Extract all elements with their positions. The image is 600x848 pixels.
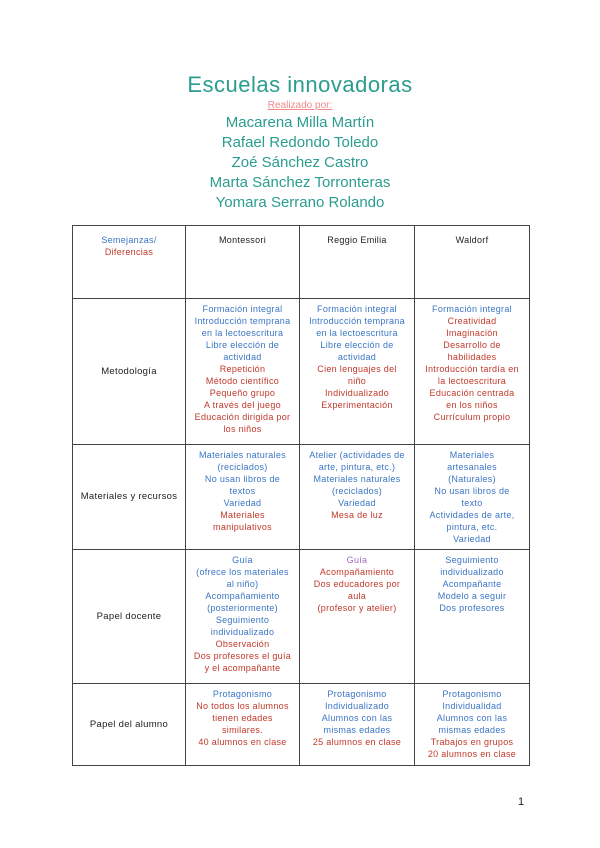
cell-text-line: Experimentación	[321, 400, 393, 410]
table-row	[73, 299, 530, 445]
corner-label-top: Semejanzas/	[101, 235, 157, 245]
row-header-papel-docente: Papel docente	[73, 550, 186, 684]
cell-text-line: Alumnos con las	[321, 713, 393, 723]
cell-text-line: similares.	[221, 725, 263, 735]
cell-text-line: Individualizado	[324, 388, 390, 398]
table-row	[73, 550, 530, 684]
cell-text-line: Formación integral	[432, 304, 512, 314]
cell-text-line: A través del juego	[204, 400, 281, 410]
table-cell	[186, 684, 300, 766]
table-cell	[415, 445, 530, 550]
cell-text-line: Acompañante	[442, 579, 502, 589]
cell-text-line: Protagonismo	[442, 689, 502, 699]
author-name: Yomara Serrano Rolando	[215, 194, 385, 211]
cell-text-line: Modelo a seguir	[437, 591, 507, 601]
comparison-table	[72, 225, 530, 766]
corner-label-bottom: Diferencias	[104, 247, 154, 257]
author-name: Macarena Milla Martín	[225, 114, 375, 131]
cell-text-line: Acompañamiento	[205, 591, 280, 601]
cell-text-line: Repetición	[219, 364, 266, 374]
cell-text-line: manipulativos	[213, 522, 272, 532]
cell-text-line: Introducción temprana	[194, 316, 291, 326]
corner-header-cell	[73, 226, 186, 299]
cell-text-line: Materiales	[220, 510, 265, 520]
cell-text-line: Actividades de arte,	[429, 510, 515, 520]
author-name: Zoé Sánchez Castro	[231, 154, 369, 171]
cell-text-line: mismas edades	[438, 725, 506, 735]
cell-text-line: Seguimiento	[445, 555, 499, 565]
cell-text-line: individualizado	[440, 567, 504, 577]
cell-text-line: individualizado	[210, 627, 275, 637]
cell-text-line: Protagonismo	[212, 689, 273, 699]
cell-text-line: mismas edades	[323, 725, 391, 735]
cell-text-line: textos	[229, 486, 256, 496]
cell-text-line: Protagonismo	[327, 689, 387, 699]
column-header-waldorf: Waldorf	[415, 226, 530, 299]
cell-text-line: Variedad	[223, 498, 262, 508]
row-header-papel-alumno: Papel del alumno	[73, 684, 186, 766]
column-header-reggio-emilia: Reggio Emilia	[300, 226, 415, 299]
table-cell	[415, 550, 530, 684]
table-header-row	[73, 226, 530, 299]
cell-text-line: Materiales naturales	[198, 450, 287, 460]
cell-text-line: Currículum propio	[433, 412, 511, 422]
cell-text-line: niño	[347, 376, 367, 386]
cell-text-line: (reciclados)	[217, 462, 268, 472]
cell-text-line: (ofrece los materiales	[196, 567, 289, 577]
table-cell	[300, 550, 415, 684]
table-cell	[186, 299, 300, 445]
cell-text-line: (Naturales)	[448, 474, 496, 484]
document-title: Escuelas innovadoras	[187, 72, 413, 97]
table-row	[73, 684, 530, 766]
cell-text-line: Creatividad	[447, 316, 497, 326]
cell-text-line: No usan libros de	[204, 474, 281, 484]
cell-text-line: Cien lenguajes del	[317, 364, 397, 374]
cell-text-line: Atelier (actividades de	[309, 450, 405, 460]
cell-text-line: No todos los alumnos	[196, 701, 289, 711]
column-header-montessori: Montessori	[186, 226, 300, 299]
cell-text-line: actividad	[337, 352, 377, 362]
table-cell	[186, 550, 300, 684]
cell-text-line: Materiales	[449, 450, 495, 460]
cell-text-line: Formación integral	[317, 304, 397, 314]
table-cell	[300, 445, 415, 550]
author-list	[0, 113, 600, 213]
cell-text-line: Variedad	[338, 498, 376, 508]
cell-text-line: Imaginación	[446, 328, 498, 338]
cell-text-line: Mesa de luz	[331, 510, 383, 520]
cell-text-line: Introducción temprana	[309, 316, 405, 326]
cell-text-line: la lectoescritura	[437, 376, 507, 386]
cell-text-line: Método científico	[205, 376, 280, 386]
cell-text-line: Seguimiento	[215, 615, 270, 625]
cell-text-line: en los niños	[446, 400, 498, 410]
cell-text-line: Libre elección de	[320, 340, 394, 350]
subtitle: Realizado por:	[267, 100, 333, 111]
table-cell	[415, 684, 530, 766]
cell-text-line: aula	[347, 591, 367, 601]
cell-text-line: Observación	[215, 639, 270, 649]
cell-text-line: tienen edades	[212, 713, 273, 723]
row-header-metodologia: Metodología	[73, 299, 186, 445]
cell-text-line: (reciclados)	[331, 486, 383, 496]
cell-text-line: texto	[461, 498, 483, 508]
cell-text-line: en la lectoescritura	[316, 328, 398, 338]
cell-text-line: Dos educadores por	[313, 579, 401, 589]
cell-text-line: Guía	[346, 555, 368, 565]
cell-text-line: Dos profesores el guía	[193, 651, 292, 661]
table-cell	[300, 299, 415, 445]
cell-text-line: Acompañamiento	[319, 567, 395, 577]
cell-text-line: al niño)	[226, 579, 259, 589]
cell-text-line: los niños	[223, 424, 262, 434]
cell-text-line: Trabajos en grupos	[430, 737, 514, 747]
cell-text-line: 25 alumnos en clase	[312, 737, 402, 747]
cell-text-line: artesanales	[447, 462, 497, 472]
cell-text-line: Libre elección de	[205, 340, 280, 350]
cell-text-line: Educación centrada	[429, 388, 515, 398]
table-row	[73, 445, 530, 550]
table-cell	[186, 445, 300, 550]
table-cell	[300, 684, 415, 766]
page-number: 1	[518, 796, 525, 808]
cell-text-line: y el acompañante	[204, 663, 281, 673]
cell-text-line: No usan libros de	[434, 486, 510, 496]
cell-text-line: (posteriormente)	[207, 603, 278, 613]
cell-text-line: Formación integral	[202, 304, 283, 314]
author-name: Marta Sánchez Torronteras	[209, 174, 391, 191]
cell-text-line: Guía	[232, 555, 253, 565]
cell-text-line: Materiales naturales	[313, 474, 401, 484]
author-name: Rafael Redondo Toledo	[221, 134, 379, 151]
cell-text-line: Alumnos con las	[436, 713, 508, 723]
cell-text-line: Introducción tardía en	[425, 364, 519, 374]
cell-text-line: 20 alumnos en clase	[427, 749, 517, 759]
cell-text-line: Pequeño grupo	[209, 388, 276, 398]
cell-text-line: arte, pintura, etc.)	[318, 462, 396, 472]
cell-text-line: Individualizado	[324, 701, 390, 711]
cell-text-line: Individualidad	[442, 701, 502, 711]
cell-text-line: pintura, etc.	[446, 522, 498, 532]
cell-text-line: Dos profesores	[439, 603, 505, 613]
cell-text-line: 40 alumnos en clase	[198, 737, 287, 747]
table-cell	[415, 299, 530, 445]
cell-text-line: Desarrollo de	[443, 340, 501, 350]
cell-text-line: habilidades	[447, 352, 497, 362]
cell-text-line: actividad	[223, 352, 262, 362]
cell-text-line: Educación dirigida por	[194, 412, 291, 422]
cell-text-line: Variedad	[453, 534, 491, 544]
cell-text-line: en la lectoescritura	[201, 328, 284, 338]
row-header-materiales: Materiales y recursos	[73, 445, 186, 550]
cell-text-line: (profesor y atelier)	[317, 603, 397, 613]
